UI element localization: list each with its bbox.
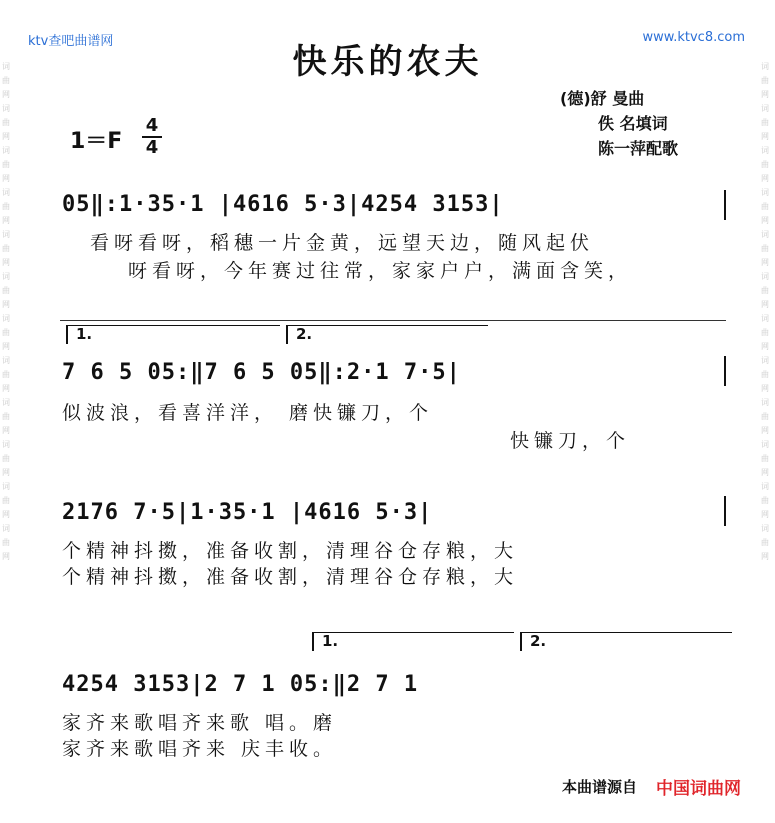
time-signature bbox=[142, 117, 162, 157]
arranger-credit: 陈一萍配歌 bbox=[598, 139, 679, 158]
barline bbox=[724, 190, 726, 220]
staff-divider bbox=[60, 320, 726, 321]
composer-credit: (德)舒 曼曲 bbox=[560, 89, 645, 108]
volta-bracket-1: 1. bbox=[66, 325, 280, 344]
notation-row-1: 05‖:1·35·1 |4616 5·3|4254 3153| bbox=[62, 192, 504, 217]
side-watermark-left: 词曲网词曲网词曲网词曲网词曲网词曲网词曲网词曲网词曲网词曲网词曲网词曲网 bbox=[2, 62, 10, 561]
lyricist-credit: 佚 名填词 bbox=[598, 114, 668, 133]
notation-row-2: 7 6 5 05:‖7 6 5 05‖:2·1 7·5| bbox=[62, 360, 461, 385]
volta-bracket-1: 1. bbox=[312, 632, 514, 651]
lyrics-row-2-verse-2: 快镰刀，个 bbox=[510, 430, 631, 452]
notation-row-3: 2176 7·5|1·35·1 |4616 5·3| bbox=[62, 500, 433, 525]
lyrics-row-3-verse-2: 个精神抖擞，准备收割，清理谷仓存粮，大 bbox=[62, 566, 519, 588]
watermark-site-right: www.ktvc8.com bbox=[642, 30, 745, 45]
footer-source-site[interactable]: 中国词曲网 bbox=[656, 779, 741, 799]
key-signature: 1＝F bbox=[70, 129, 123, 154]
volta-bracket-2: 2. bbox=[286, 325, 488, 344]
footer-source-label: 本曲谱源自 bbox=[561, 778, 637, 796]
barline bbox=[724, 496, 726, 526]
lyrics-row-1-verse-2: 呀看呀，今年赛过往常，家家户户，满面含笑， bbox=[128, 260, 633, 282]
lyrics-row-3-verse-1: 个精神抖擞，准备收割，清理谷仓存粮，大 bbox=[62, 540, 519, 562]
lyrics-row-2-verse-1: 似波浪，看喜洋洋， 磨快镰刀，个 bbox=[62, 402, 434, 424]
side-watermark-right: 词曲网词曲网词曲网词曲网词曲网词曲网词曲网词曲网词曲网词曲网词曲网词曲网 bbox=[761, 62, 769, 561]
barline bbox=[724, 356, 726, 386]
lyrics-row-4-verse-2: 家齐来歌唱齐来 庆丰收。 bbox=[62, 738, 338, 760]
song-title: 快乐的农夫 bbox=[292, 42, 483, 82]
lyrics-row-1-verse-1: 看呀看呀，稻穗一片金黄，远望天边，随风起伏 bbox=[90, 232, 595, 254]
volta-bracket-2: 2. bbox=[520, 632, 732, 651]
notation-row-4: 4254 3153|2 7 1 05:‖2 7 1 bbox=[62, 672, 419, 697]
time-signature-top: 4 bbox=[145, 115, 159, 136]
time-signature-bottom: 4 bbox=[145, 137, 159, 158]
watermark-site-left: ktv查吧曲谱网 bbox=[28, 34, 114, 49]
lyrics-row-4-verse-1: 家齐来歌唱齐来歌 唱。磨 bbox=[62, 712, 338, 734]
